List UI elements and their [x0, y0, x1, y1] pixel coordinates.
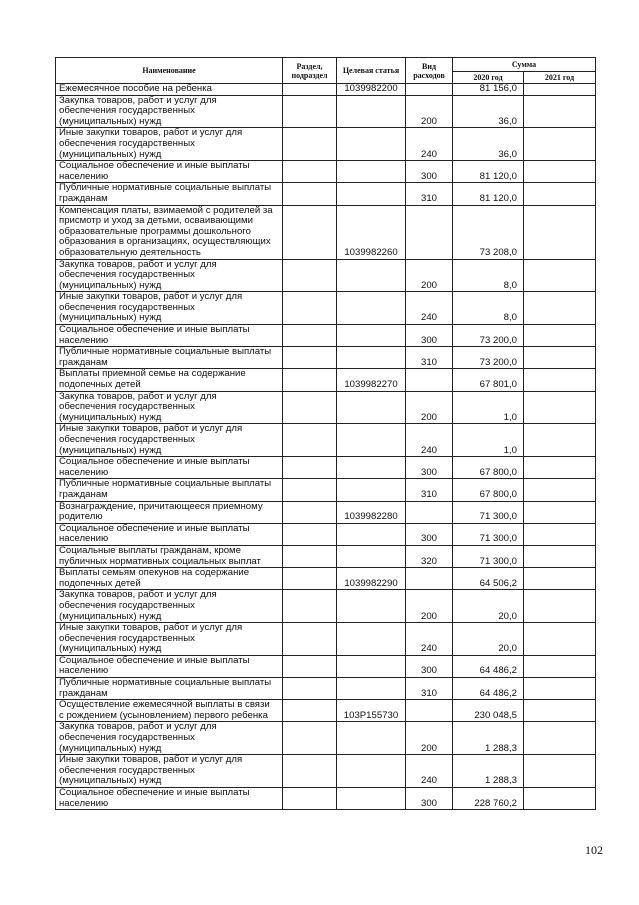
row-target: [337, 95, 406, 128]
row-kind: 300: [406, 655, 453, 677]
row-amount-2020: 71 300,0: [453, 501, 524, 523]
row-name: Иные закупки товаров, работ и услуг для обеспечения государственных (муниципальных) нужд: [56, 623, 283, 656]
row-amount-2021: [524, 755, 596, 788]
row-amount-2020: 230 048,5: [453, 700, 524, 722]
row-amount-2021: [524, 501, 596, 523]
row-target: [337, 755, 406, 788]
row-target: [337, 590, 406, 623]
row-section: [283, 523, 337, 545]
row-name: Иные закупки товаров, работ и услуг для обеспечения государственных (муниципальных) нужд: [56, 755, 283, 788]
table-row: [56, 128, 596, 161]
row-kind: 240: [406, 292, 453, 325]
table-row: [56, 722, 596, 755]
row-amount-2021: [524, 700, 596, 722]
row-section: [283, 325, 337, 347]
table-row: [56, 678, 596, 700]
row-target: [337, 623, 406, 656]
row-section: [283, 347, 337, 369]
row-name: Компенсация платы, взимаемой с родителей за присмотр и уход за детьми, осваивающими образовательные программы дошкольного образования в организациях, осуществляющих образовательную деятельность: [56, 205, 283, 259]
table-row: [56, 325, 596, 347]
row-target: 1039982290: [337, 568, 406, 590]
col-header-name: Наименование: [56, 58, 283, 84]
row-name: Социальное обеспечение и иные выплаты населению: [56, 325, 283, 347]
row-target: [337, 678, 406, 700]
row-amount-2021: [524, 84, 596, 96]
row-name: Закупка товаров, работ и услуг для обеспечения государственных (муниципальных) нужд: [56, 391, 283, 424]
row-amount-2020: 73 200,0: [453, 347, 524, 369]
row-amount-2020: 36,0: [453, 128, 524, 161]
col-header-2020: 2020 год: [453, 72, 524, 84]
row-amount-2020: 71 300,0: [453, 523, 524, 545]
row-amount-2021: [524, 479, 596, 501]
row-amount-2020: 71 300,0: [453, 545, 524, 567]
row-kind: 320: [406, 545, 453, 567]
row-amount-2021: [524, 623, 596, 656]
row-name: Социальное обеспечение и иные выплаты населению: [56, 161, 283, 183]
row-target: [337, 424, 406, 457]
row-kind: 200: [406, 722, 453, 755]
row-amount-2020: 64 486,2: [453, 655, 524, 677]
col-header-section: Раздел, подраздел: [283, 58, 337, 84]
row-name: Выплаты семьям опекунов на содержание подопечных детей: [56, 568, 283, 590]
row-target: 1039982270: [337, 369, 406, 391]
row-kind: 200: [406, 590, 453, 623]
row-name: Осуществление ежемесячной выплаты в связи с рождением (усыновлением) первого ребенка: [56, 700, 283, 722]
row-target: [337, 128, 406, 161]
row-section: [283, 183, 337, 205]
table-row: [56, 292, 596, 325]
row-target: [337, 457, 406, 479]
row-amount-2021: [524, 523, 596, 545]
row-amount-2020: 1 288,3: [453, 755, 524, 788]
row-kind: 240: [406, 424, 453, 457]
row-amount-2021: [524, 347, 596, 369]
row-name: Закупка товаров, работ и услуг для обеспечения государственных (муниципальных) нужд: [56, 95, 283, 128]
row-target: [337, 722, 406, 755]
row-kind: [406, 205, 453, 259]
row-section: [283, 678, 337, 700]
row-amount-2021: [524, 788, 596, 810]
row-section: [283, 788, 337, 810]
table-row: [56, 545, 596, 567]
row-target: [337, 292, 406, 325]
row-amount-2021: [524, 95, 596, 128]
row-name: Социальное обеспечение и иные выплаты населению: [56, 788, 283, 810]
row-amount-2020: 73 208,0: [453, 205, 524, 259]
row-section: [283, 95, 337, 128]
row-amount-2020: 67 800,0: [453, 479, 524, 501]
row-name: Закупка товаров, работ и услуг для обеспечения государственных (муниципальных) нужд: [56, 722, 283, 755]
row-section: [283, 568, 337, 590]
row-amount-2021: [524, 259, 596, 292]
row-kind: 240: [406, 128, 453, 161]
row-amount-2021: [524, 568, 596, 590]
row-amount-2021: [524, 325, 596, 347]
row-section: [283, 590, 337, 623]
row-section: [283, 424, 337, 457]
row-kind: 200: [406, 95, 453, 128]
row-name: Публичные нормативные социальные выплаты гражданам: [56, 678, 283, 700]
table-row: [56, 424, 596, 457]
row-target: [337, 545, 406, 567]
row-amount-2021: [524, 183, 596, 205]
row-kind: 300: [406, 325, 453, 347]
row-section: [283, 722, 337, 755]
table-row: [56, 501, 596, 523]
col-header-2021: 2021 год: [524, 72, 596, 84]
row-target: [337, 391, 406, 424]
row-target: [337, 161, 406, 183]
row-section: [283, 161, 337, 183]
row-amount-2021: [524, 391, 596, 424]
row-kind: [406, 84, 453, 96]
row-target: [337, 479, 406, 501]
row-name: Ежемесячное пособие на ребенка: [56, 84, 283, 96]
row-section: [283, 128, 337, 161]
row-amount-2021: [524, 161, 596, 183]
row-target: [337, 347, 406, 369]
row-kind: 310: [406, 183, 453, 205]
row-amount-2021: [524, 655, 596, 677]
row-section: [283, 391, 337, 424]
table-row: [56, 161, 596, 183]
row-amount-2020: 8,0: [453, 292, 524, 325]
row-name: Социальное обеспечение и иные выплаты населению: [56, 457, 283, 479]
row-amount-2021: [524, 205, 596, 259]
row-target: 1039982260: [337, 205, 406, 259]
row-amount-2020: 67 800,0: [453, 457, 524, 479]
row-kind: 300: [406, 788, 453, 810]
table-row: [56, 205, 596, 259]
row-amount-2021: [524, 424, 596, 457]
row-amount-2020: 20,0: [453, 623, 524, 656]
table-row: [56, 700, 596, 722]
row-amount-2021: [524, 292, 596, 325]
row-name: Публичные нормативные социальные выплаты гражданам: [56, 183, 283, 205]
row-name: Вознаграждение, причитающееся приемному родителю: [56, 501, 283, 523]
table-row: [56, 457, 596, 479]
row-kind: [406, 501, 453, 523]
row-section: [283, 755, 337, 788]
row-amount-2020: 81 120,0: [453, 183, 524, 205]
col-header-sum: Сумма: [453, 58, 596, 72]
row-target: 1039982200: [337, 84, 406, 96]
row-amount-2020: 1 288,3: [453, 722, 524, 755]
table-row: [56, 347, 596, 369]
row-target: 1039982280: [337, 501, 406, 523]
table-row: [56, 259, 596, 292]
row-amount-2020: 8,0: [453, 259, 524, 292]
row-section: [283, 700, 337, 722]
row-name: Иные закупки товаров, работ и услуг для обеспечения государственных (муниципальных) нужд: [56, 128, 283, 161]
row-section: [283, 205, 337, 259]
row-amount-2021: [524, 722, 596, 755]
table-row: [56, 479, 596, 501]
row-name: Иные закупки товаров, работ и услуг для обеспечения государственных (муниципальных) нужд: [56, 424, 283, 457]
row-name: Выплаты приемной семье на содержание подопечных детей: [56, 369, 283, 391]
row-target: 103P155730: [337, 700, 406, 722]
row-section: [283, 501, 337, 523]
row-amount-2021: [524, 678, 596, 700]
row-name: Социальное обеспечение и иные выплаты населению: [56, 655, 283, 677]
row-section: [283, 479, 337, 501]
row-amount-2020: 81 156,0: [453, 84, 524, 96]
row-name: Социальные выплаты гражданам, кроме публичных нормативных социальных выплат: [56, 545, 283, 567]
row-section: [283, 259, 337, 292]
row-name: Закупка товаров, работ и услуг для обеспечения государственных (муниципальных) нужд: [56, 259, 283, 292]
table-row: [56, 369, 596, 391]
row-kind: 300: [406, 523, 453, 545]
row-amount-2020: 81 120,0: [453, 161, 524, 183]
row-amount-2020: 1,0: [453, 391, 524, 424]
budget-table-sheet: [55, 57, 595, 810]
row-target: [337, 788, 406, 810]
table-row: [56, 523, 596, 545]
row-kind: [406, 700, 453, 722]
row-kind: [406, 369, 453, 391]
table-row: [56, 183, 596, 205]
row-name: Иные закупки товаров, работ и услуг для обеспечения государственных (муниципальных) нужд: [56, 292, 283, 325]
row-kind: 300: [406, 457, 453, 479]
row-amount-2021: [524, 545, 596, 567]
table-row: [56, 391, 596, 424]
col-header-target: Целевая статья: [337, 58, 406, 84]
row-kind: 240: [406, 755, 453, 788]
row-amount-2020: 67 801,0: [453, 369, 524, 391]
row-target: [337, 259, 406, 292]
row-amount-2020: 73 200,0: [453, 325, 524, 347]
row-section: [283, 369, 337, 391]
row-target: [337, 183, 406, 205]
table-row: [56, 788, 596, 810]
row-kind: 300: [406, 161, 453, 183]
row-amount-2020: 228 760,2: [453, 788, 524, 810]
row-amount-2020: 64 486,2: [453, 678, 524, 700]
row-section: [283, 292, 337, 325]
table-row: [56, 95, 596, 128]
row-name: Социальное обеспечение и иные выплаты населению: [56, 523, 283, 545]
row-amount-2021: [524, 369, 596, 391]
budget-table: [55, 57, 596, 810]
table-row: [56, 655, 596, 677]
row-target: [337, 325, 406, 347]
row-name: Публичные нормативные социальные выплаты гражданам: [56, 479, 283, 501]
row-name: Закупка товаров, работ и услуг для обеспечения государственных (муниципальных) нужд: [56, 590, 283, 623]
row-target: [337, 655, 406, 677]
table-row: [56, 84, 596, 96]
row-section: [283, 84, 337, 96]
row-amount-2020: 20,0: [453, 590, 524, 623]
row-amount-2021: [524, 128, 596, 161]
row-kind: 310: [406, 347, 453, 369]
page-number: 102: [585, 843, 603, 857]
row-name: Публичные нормативные социальные выплаты гражданам: [56, 347, 283, 369]
table-row: [56, 568, 596, 590]
row-amount-2021: [524, 457, 596, 479]
row-kind: 200: [406, 259, 453, 292]
table-row: [56, 623, 596, 656]
row-kind: 240: [406, 623, 453, 656]
row-section: [283, 545, 337, 567]
row-amount-2021: [524, 590, 596, 623]
row-kind: 310: [406, 678, 453, 700]
row-kind: 310: [406, 479, 453, 501]
row-kind: [406, 568, 453, 590]
row-kind: 200: [406, 391, 453, 424]
row-amount-2020: 1,0: [453, 424, 524, 457]
row-section: [283, 655, 337, 677]
table-row: [56, 590, 596, 623]
row-section: [283, 623, 337, 656]
row-section: [283, 457, 337, 479]
row-target: [337, 523, 406, 545]
row-amount-2020: 64 506,2: [453, 568, 524, 590]
table-row: [56, 755, 596, 788]
col-header-kind: Вид расходов: [406, 58, 453, 84]
row-amount-2020: 36,0: [453, 95, 524, 128]
